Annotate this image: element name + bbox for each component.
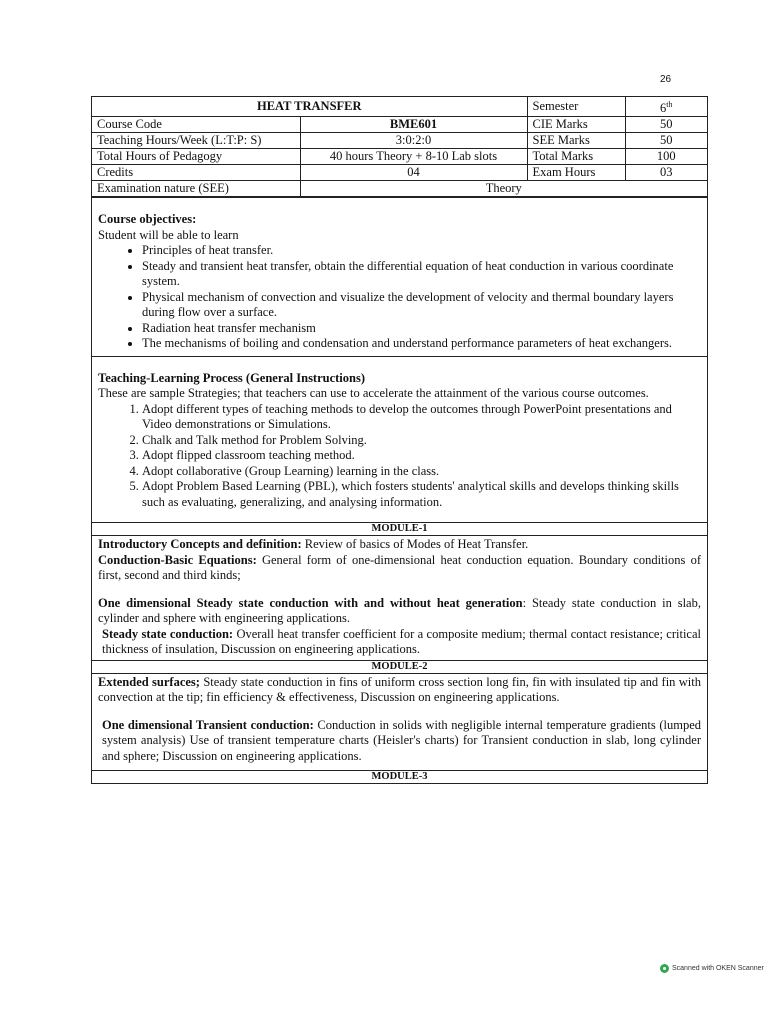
list-item: 3. Adopt flipped classroom teaching method. xyxy=(142,448,701,464)
row-right-value: 100 xyxy=(625,149,707,165)
row-right-label: CIE Marks xyxy=(527,117,625,133)
list-item: • Radiation heat transfer mechanism xyxy=(142,321,701,337)
row-label: Course Code xyxy=(92,117,300,133)
semester-label: Semester xyxy=(527,97,625,117)
module-paragraph: Conduction-Basic Equations: General form of one-dimensional heat conduction equation. Boundary conditions of first, second and third kinds; xyxy=(98,552,701,583)
row-value: 04 xyxy=(300,165,527,181)
course-title: HEAT TRANSFER xyxy=(92,97,527,117)
row-label: Credits xyxy=(92,165,300,181)
row-right-label: SEE Marks xyxy=(527,133,625,149)
row-right-label: Total Marks xyxy=(527,149,625,165)
scanner-logo-icon xyxy=(660,964,669,973)
row-label: Teaching Hours/Week (L:T:P: S) xyxy=(92,133,300,149)
row-right-value: 03 xyxy=(625,165,707,181)
module-paragraph: One dimensional Transient conduction: Conduction in solids with negligible internal temperature gradients (lumped system analysis) Use of transient temperature charts (Heisler's charts) for Transient conduction in slab, long cylinder and sphere; Discussion on engineering applications. xyxy=(102,717,701,763)
objectives-heading: Course objectives: xyxy=(98,212,197,227)
row-right-value: 50 xyxy=(625,133,707,149)
list-item: 2. Chalk and Talk method for Problem Solving. xyxy=(142,433,701,449)
semester-value: 6th xyxy=(625,97,707,117)
course-code-value: BME601 xyxy=(300,117,527,133)
course-objectives-section xyxy=(92,197,707,356)
list-item: • Principles of heat transfer. xyxy=(142,243,701,259)
module-paragraph: Extended surfaces; Steady state conduction in fins of uniform cross section long fin, fin with insulated tip and fin with convection at the tip; fin efficiency & effectiveness, Discussion on engineering applications. xyxy=(98,674,701,705)
syllabus-frame xyxy=(91,96,708,784)
tlp-list xyxy=(98,402,701,511)
list-item: • Steady and transient heat transfer, obtain the differential equation of heat conduction in various coordinate system. xyxy=(142,259,701,290)
module-2-content xyxy=(92,673,707,771)
scanner-text: Scanned with OKEN Scanner xyxy=(672,965,764,972)
objectives-intro: Student will be able to learn xyxy=(98,227,239,242)
row-right-value: 50 xyxy=(625,117,707,133)
module-2-heading: MODULE-2 xyxy=(92,660,707,673)
list-item: 4. Adopt collaborative (Group Learning) learning in the class. xyxy=(142,464,701,480)
row-label: Total Hours of Pedagogy xyxy=(92,149,300,165)
module-3-heading: MODULE-3 xyxy=(92,770,707,783)
module-paragraph: Introductory Concepts and definition: Review of basics of Modes of Heat Transfer. xyxy=(98,537,529,552)
module-paragraph: Steady state conduction: Overall heat transfer coefficient for a composite medium; thermal contact resistance; critical thickness of insulation, Discussion on engineering applications. xyxy=(102,626,702,657)
teaching-learning-section xyxy=(92,356,707,523)
row-value: 40 hours Theory + 8-10 Lab slots xyxy=(300,149,527,165)
list-item: • The mechanisms of boiling and condensation and understand performance parameters of heat exchangers. xyxy=(142,336,701,352)
exam-nature-value: Theory xyxy=(300,181,707,197)
page-number: 26 xyxy=(660,74,672,85)
row-right-label: Exam Hours xyxy=(527,165,625,181)
list-item: 1. Adopt different types of teaching methods to develop the outcomes through PowerPoint presentations and Video demonstrations or Simulations. xyxy=(142,402,701,433)
tlp-intro: These are sample Strategies; that teachers can use to accelerate the attainment of the various course outcomes. xyxy=(98,386,649,401)
list-item: • Physical mechanism of convection and visualize the development of velocity and thermal boundary layers during flow over a surface. xyxy=(142,290,701,321)
objectives-list xyxy=(98,243,701,352)
list-item: 5. Adopt Problem Based Learning (PBL), which fosters students' analytical skills and develops thinking skills such as evaluating, generalizing, and analysing information. xyxy=(142,479,701,510)
exam-nature-label: Examination nature (SEE) xyxy=(92,181,300,197)
tlp-heading: Teaching-Learning Process (General Instructions) xyxy=(98,370,366,385)
module-1-heading: MODULE-1 xyxy=(92,522,707,535)
course-info-table xyxy=(92,97,707,197)
row-value: 3:0:2:0 xyxy=(300,133,527,149)
module-paragraph: One dimensional Steady state conduction with and without heat generation: Steady state conduction in slab, cylinder and sphere with engineering applications. xyxy=(98,595,701,626)
scanner-watermark xyxy=(660,964,764,973)
module-1-content xyxy=(92,535,707,660)
